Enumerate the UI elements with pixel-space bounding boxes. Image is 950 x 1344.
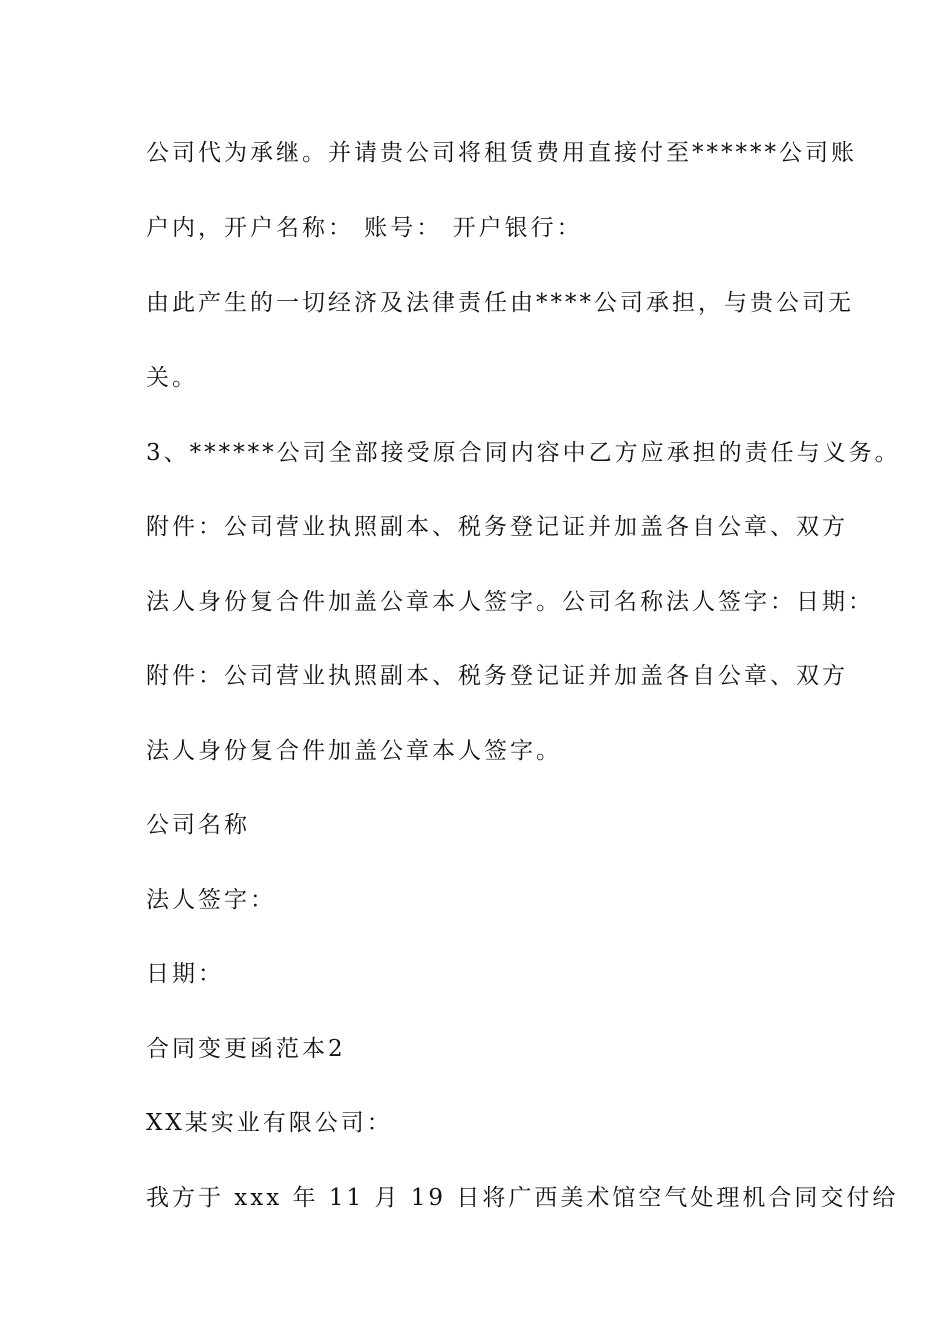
paragraph-line: 关。	[146, 365, 198, 391]
legal-signature-label: 法人签字：	[146, 887, 276, 913]
paragraph-line: 法人身份复合件加盖公章本人签字。	[146, 738, 562, 764]
paragraph-line: 公司代为承继。并请贵公司将租赁费用直接付至******公司账	[146, 140, 857, 166]
paragraph-line: 法人身份复合件加盖公章本人签字。公司名称法人签字：日期：	[146, 589, 874, 615]
paragraph-line: 附件：公司营业执照副本、税务登记证并加盖各自公章、双方	[146, 663, 848, 689]
paragraph-line: 附件：公司营业执照副本、税务登记证并加盖各自公章、双方	[146, 514, 848, 540]
paragraph-line: 由此产生的一切经济及法律责任由****公司承担，与贵公司无	[146, 290, 854, 316]
paragraph-line: 我方于 xxx 年 11 月 19 日将广西美术馆空气处理机合同交付给	[146, 1185, 899, 1211]
paragraph-line: 3、******公司全部接受原合同内容中乙方应承担的责任与义务。	[146, 440, 901, 466]
addressee: XX某实业有限公司：	[146, 1110, 393, 1136]
company-name-label: 公司名称	[146, 812, 250, 838]
section-heading: 合同变更函范本2	[146, 1036, 346, 1062]
date-label: 日期：	[146, 961, 224, 987]
paragraph-line: 户内，开户名称： 账号： 开户银行：	[146, 215, 583, 241]
